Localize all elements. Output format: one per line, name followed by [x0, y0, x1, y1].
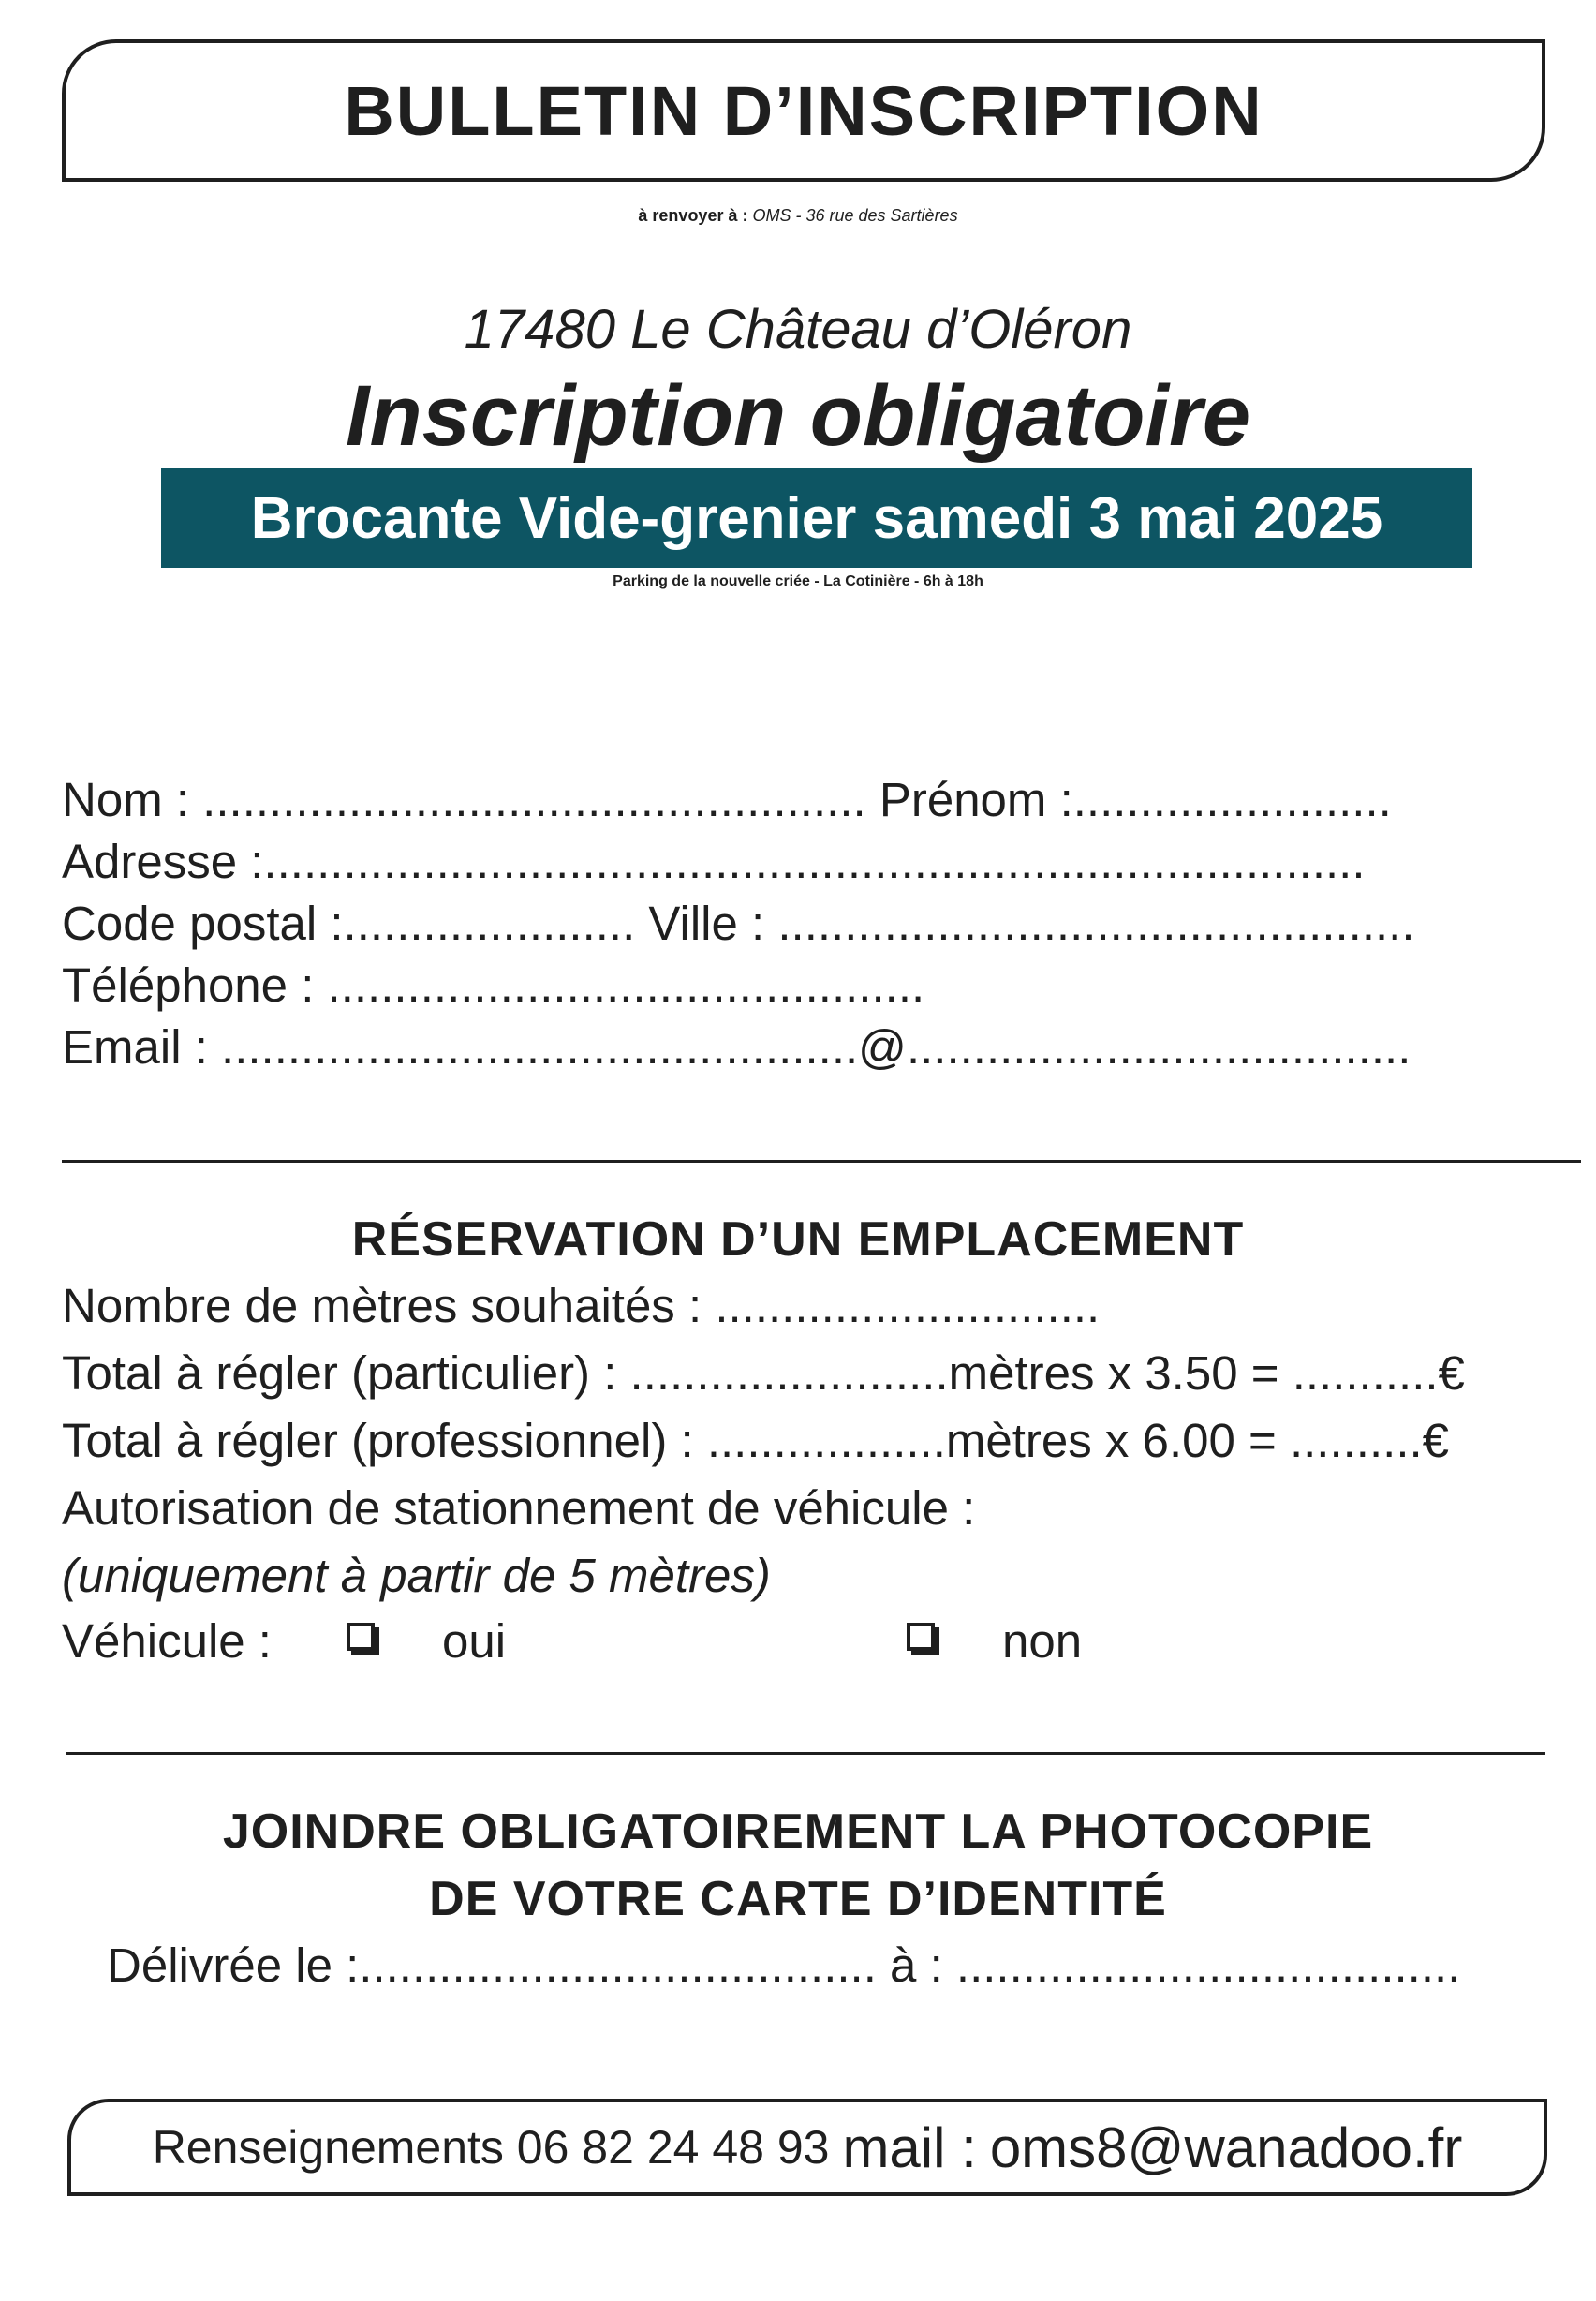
vehicule-non-label: non — [1002, 1614, 1083, 1668]
code-postal-ville-field[interactable]: Code postal :...................... Ville : ................................................ — [62, 897, 1415, 950]
identity-card-title-line1: JOINDRE OBLIGATOIREMENT LA PHOTOCOPIE — [222, 1804, 1374, 1859]
send-to-line — [0, 206, 1596, 226]
delivree-field[interactable]: Délivrée le :....................................... à : ...................................... — [107, 1938, 1461, 1992]
mail-label: mail : — [842, 2115, 977, 2179]
adresse-field[interactable]: Adresse :................................................................................... — [62, 835, 1366, 888]
vehicule-oui-checkbox[interactable] — [347, 1623, 375, 1651]
title-box — [62, 39, 1545, 182]
autorisation-note: (uniquement à partir de 5 mètres) — [62, 1549, 771, 1602]
renseignements-phone: Renseignements 06 82 24 48 93 — [152, 2121, 830, 2174]
email-field[interactable]: Email : ................................................@...................................... — [62, 1020, 1411, 1074]
event-banner — [161, 468, 1472, 568]
telephone-field[interactable]: Téléphone : ............................................. — [62, 958, 925, 1012]
mandatory-heading: Inscription obligatoire — [345, 368, 1251, 464]
vehicule-label: Véhicule : — [62, 1614, 272, 1668]
event-banner-text: Brocante Vide-grenier samedi 3 mai 2025 — [250, 485, 1383, 551]
send-to-address: OMS - 36 rue des Sartières — [752, 206, 958, 225]
form-title: BULLETIN D’INSCRIPTION — [344, 71, 1264, 150]
reservation-title: RÉSERVATION D’UN EMPLACEMENT — [351, 1212, 1245, 1267]
footer-contact-box — [67, 2099, 1547, 2196]
nom-prenom-field[interactable]: Nom : .................................................. Prénom :........................ — [62, 773, 1392, 826]
send-to-label: à renvoyer à : — [638, 206, 748, 225]
identity-card-title-line2: DE VOTRE CARTE D’IDENTITÉ — [429, 1872, 1167, 1926]
separator-2 — [66, 1752, 1545, 1755]
vehicule-non-checkbox[interactable] — [907, 1623, 935, 1651]
autorisation-label: Autorisation de stationnement de véhicule : — [62, 1481, 976, 1535]
vehicule-oui-label: oui — [442, 1614, 507, 1668]
event-place: Parking de la nouvelle criée - La Cotinière - 6h à 18h — [613, 573, 983, 589]
send-to-city: 17480 Le Château d’Oléron — [464, 299, 1132, 360]
metres-field[interactable]: Nombre de mètres souhaités : ............................. — [62, 1279, 1101, 1332]
total-professionnel-field[interactable]: Total à régler (professionnel) : ..................mètres x 6.00 = ..........€ — [62, 1414, 1450, 1467]
contact-email[interactable]: oms8@wanadoo.fr — [989, 2115, 1463, 2179]
total-particulier-field[interactable]: Total à régler (particulier) : ........................mètres x 3.50 = ...........€ — [62, 1346, 1465, 1400]
separator-1 — [62, 1160, 1581, 1163]
